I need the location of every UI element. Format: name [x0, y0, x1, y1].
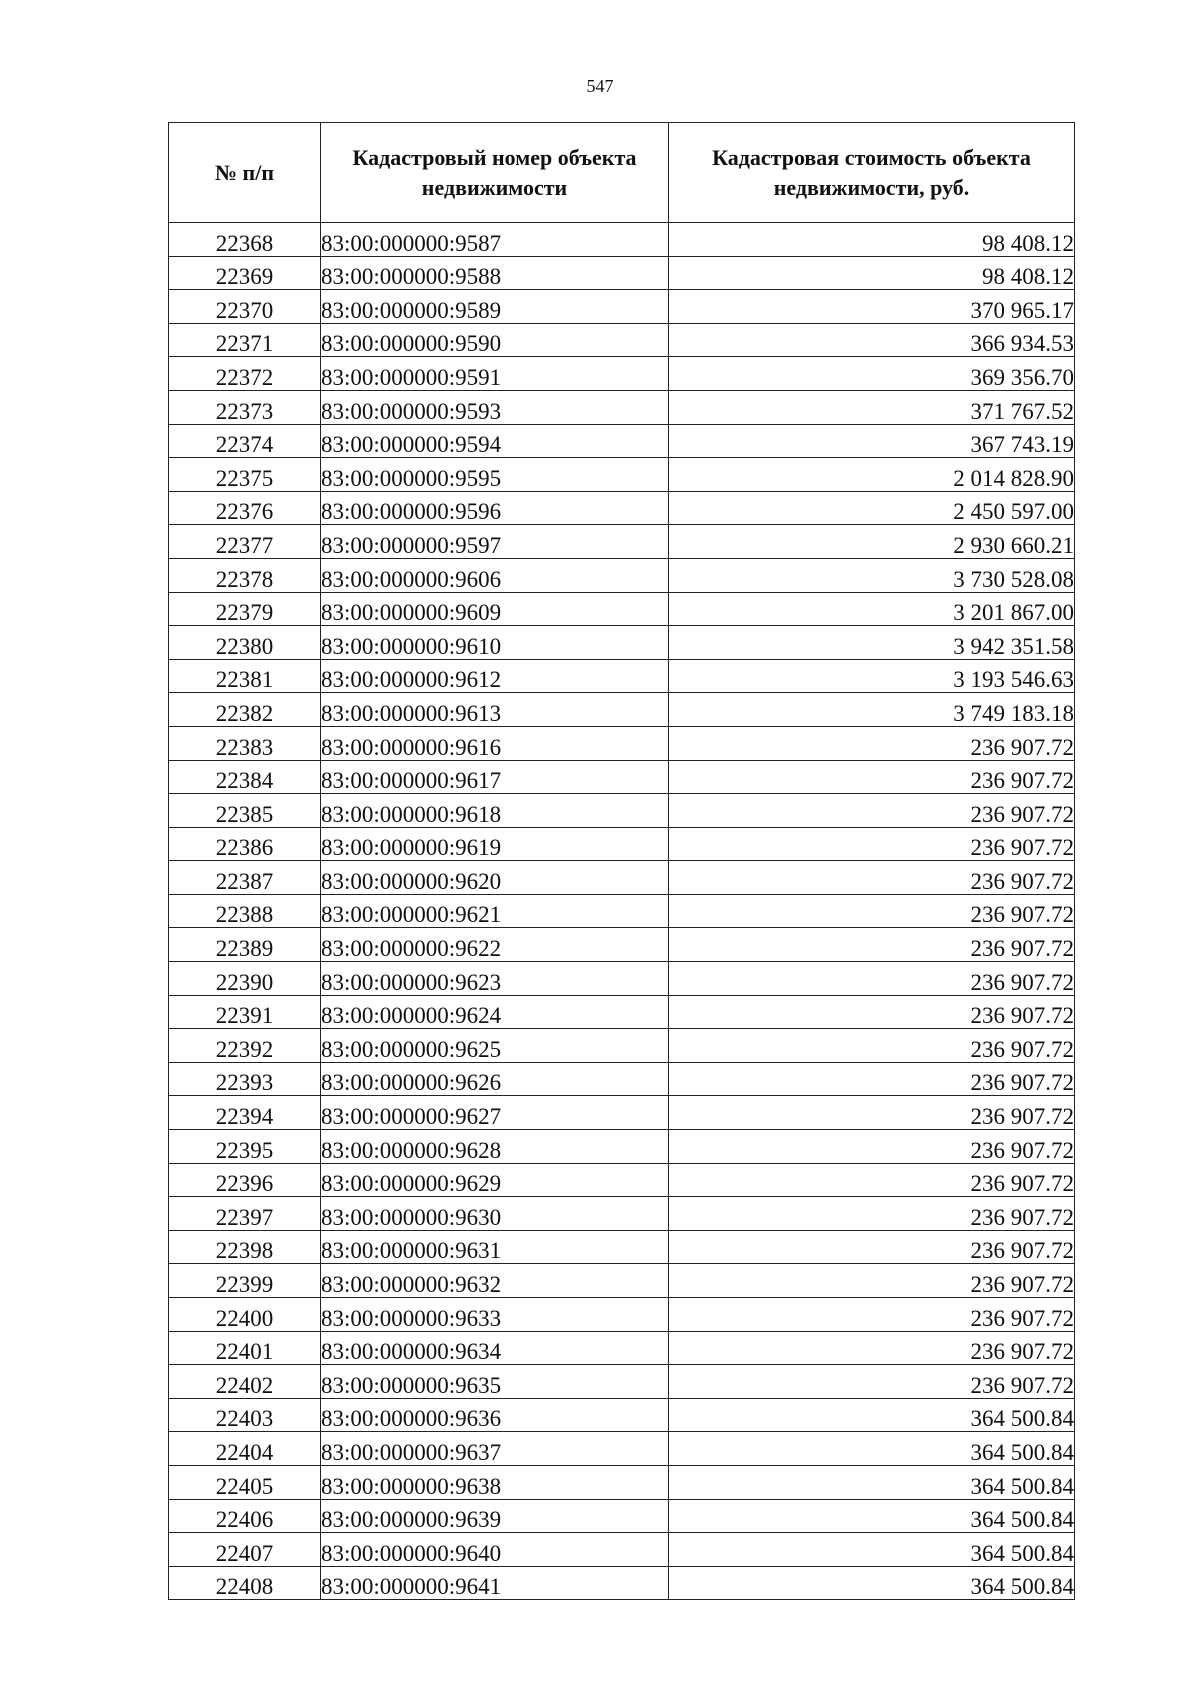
cadastral-value-cell: 364 500.84 — [669, 1499, 1075, 1533]
cadastral-number-cell: 83:00:000000:9631 — [321, 1230, 669, 1264]
row-number-cell: 22370 — [169, 290, 321, 324]
cadastral-value-cell: 236 907.72 — [669, 894, 1075, 928]
table-row — [169, 1264, 1075, 1298]
table-row — [169, 1365, 1075, 1399]
cadastral-value-cell: 98 408.12 — [669, 256, 1075, 290]
row-number-cell: 22391 — [169, 995, 321, 1029]
row-number-cell: 22390 — [169, 962, 321, 996]
table-row — [169, 659, 1075, 693]
cadastral-value-cell: 236 907.72 — [669, 962, 1075, 996]
table-row — [169, 357, 1075, 391]
row-number-cell: 22401 — [169, 1331, 321, 1365]
cadastral-value-cell: 236 907.72 — [669, 1029, 1075, 1063]
cadastral-number-cell: 83:00:000000:9634 — [321, 1331, 669, 1365]
row-number-cell: 22383 — [169, 726, 321, 760]
cadastral-number-cell: 83:00:000000:9597 — [321, 525, 669, 559]
table-row — [169, 626, 1075, 660]
row-number-cell: 22395 — [169, 1130, 321, 1164]
cadastral-value-cell: 3 749 183.18 — [669, 693, 1075, 727]
table-row — [169, 424, 1075, 458]
table-row — [169, 390, 1075, 424]
cadastral-number-cell: 83:00:000000:9620 — [321, 861, 669, 895]
table-row — [169, 1566, 1075, 1600]
table-row — [169, 1029, 1075, 1063]
cadastral-value-cell: 236 907.72 — [669, 794, 1075, 828]
row-number-cell: 22403 — [169, 1398, 321, 1432]
cadastral-number-cell: 83:00:000000:9593 — [321, 390, 669, 424]
cadastral-number-cell: 83:00:000000:9590 — [321, 323, 669, 357]
row-number-cell: 22385 — [169, 794, 321, 828]
row-number-cell: 22368 — [169, 223, 321, 257]
table-row — [169, 794, 1075, 828]
table-header — [169, 123, 1075, 223]
cadastral-number-cell: 83:00:000000:9629 — [321, 1163, 669, 1197]
cadastral-number-cell: 83:00:000000:9633 — [321, 1298, 669, 1332]
row-number-cell: 22387 — [169, 861, 321, 895]
row-number-cell: 22379 — [169, 592, 321, 626]
row-number-cell: 22405 — [169, 1465, 321, 1499]
table-row — [169, 525, 1075, 559]
cadastral-value-cell: 3 193 546.63 — [669, 659, 1075, 693]
table-row — [169, 323, 1075, 357]
cadastral-number-cell: 83:00:000000:9638 — [321, 1465, 669, 1499]
table-row — [169, 1298, 1075, 1332]
row-number-cell: 22376 — [169, 491, 321, 525]
table-row — [169, 1163, 1075, 1197]
row-number-cell: 22384 — [169, 760, 321, 794]
table-row — [169, 1499, 1075, 1533]
table-row — [169, 592, 1075, 626]
cadastral-number-cell: 83:00:000000:9612 — [321, 659, 669, 693]
cadastral-number-cell: 83:00:000000:9628 — [321, 1130, 669, 1164]
row-number-cell: 22408 — [169, 1566, 321, 1600]
table-row — [169, 928, 1075, 962]
cadastral-value-cell: 236 907.72 — [669, 1130, 1075, 1164]
cadastral-value-cell: 236 907.72 — [669, 1163, 1075, 1197]
row-number-cell: 22392 — [169, 1029, 321, 1063]
cadastral-value-cell: 236 907.72 — [669, 1365, 1075, 1399]
table-row — [169, 290, 1075, 324]
row-number-cell: 22406 — [169, 1499, 321, 1533]
cadastral-number-cell: 83:00:000000:9621 — [321, 894, 669, 928]
cadastral-number-cell: 83:00:000000:9610 — [321, 626, 669, 660]
cadastral-value-cell: 366 934.53 — [669, 323, 1075, 357]
cadastral-number-cell: 83:00:000000:9632 — [321, 1264, 669, 1298]
table-row — [169, 1062, 1075, 1096]
table-row — [169, 491, 1075, 525]
row-number-cell: 22374 — [169, 424, 321, 458]
row-number-cell: 22393 — [169, 1062, 321, 1096]
cadastral-number-cell: 83:00:000000:9626 — [321, 1062, 669, 1096]
cadastral-number-cell: 83:00:000000:9625 — [321, 1029, 669, 1063]
table-row — [169, 1432, 1075, 1466]
row-number-cell: 22381 — [169, 659, 321, 693]
table-row — [169, 1197, 1075, 1231]
cadastral-number-cell: 83:00:000000:9594 — [321, 424, 669, 458]
cadastral-value-cell: 3 201 867.00 — [669, 592, 1075, 626]
table-row — [169, 1130, 1075, 1164]
cadastral-value-cell: 364 500.84 — [669, 1398, 1075, 1432]
row-number-cell: 22397 — [169, 1197, 321, 1231]
table-row — [169, 223, 1075, 257]
cadastral-value-cell: 364 500.84 — [669, 1465, 1075, 1499]
table-row — [169, 693, 1075, 727]
row-number-cell: 22378 — [169, 558, 321, 592]
table-row — [169, 1398, 1075, 1432]
cadastral-value-cell: 236 907.72 — [669, 995, 1075, 1029]
row-number-cell: 22388 — [169, 894, 321, 928]
cadastral-value-cell: 236 907.72 — [669, 1197, 1075, 1231]
cadastral-value-cell: 236 907.72 — [669, 1230, 1075, 1264]
table-row — [169, 1533, 1075, 1567]
cadastral-number-cell: 83:00:000000:9609 — [321, 592, 669, 626]
row-number-cell: 22373 — [169, 390, 321, 424]
cadastral-value-cell: 371 767.52 — [669, 390, 1075, 424]
cadastral-number-cell: 83:00:000000:9623 — [321, 962, 669, 996]
table-row — [169, 995, 1075, 1029]
cadastral-value-cell: 367 743.19 — [669, 424, 1075, 458]
row-number-cell: 22399 — [169, 1264, 321, 1298]
cadastral-value-cell: 98 408.12 — [669, 223, 1075, 257]
table-row — [169, 1230, 1075, 1264]
cadastral-value-cell: 369 356.70 — [669, 357, 1075, 391]
cadastral-number-cell: 83:00:000000:9619 — [321, 827, 669, 861]
header-row-number: № п/п — [169, 123, 321, 223]
cadastral-number-cell: 83:00:000000:9588 — [321, 256, 669, 290]
cadastral-value-cell: 236 907.72 — [669, 928, 1075, 962]
table-row — [169, 558, 1075, 592]
row-number-cell: 22389 — [169, 928, 321, 962]
row-number-cell: 22398 — [169, 1230, 321, 1264]
cadastral-value-cell: 236 907.72 — [669, 1096, 1075, 1130]
cadastral-value-cell: 236 907.72 — [669, 726, 1075, 760]
table-row — [169, 962, 1075, 996]
row-number-cell: 22369 — [169, 256, 321, 290]
cadastral-value-cell: 364 500.84 — [669, 1432, 1075, 1466]
cadastral-number-cell: 83:00:000000:9630 — [321, 1197, 669, 1231]
cadastral-value-cell: 236 907.72 — [669, 1298, 1075, 1332]
table-row — [169, 760, 1075, 794]
cadastral-value-cell: 236 907.72 — [669, 1062, 1075, 1096]
cadastral-value-cell: 236 907.72 — [669, 1331, 1075, 1365]
cadastral-value-cell: 236 907.72 — [669, 1264, 1075, 1298]
table-row — [169, 726, 1075, 760]
cadastral-number-cell: 83:00:000000:9618 — [321, 794, 669, 828]
cadastral-number-cell: 83:00:000000:9613 — [321, 693, 669, 727]
table-row — [169, 1465, 1075, 1499]
table-body — [169, 223, 1075, 1600]
cadastral-number-cell: 83:00:000000:9606 — [321, 558, 669, 592]
cadastral-number-cell: 83:00:000000:9595 — [321, 458, 669, 492]
header-row — [169, 123, 1075, 223]
cadastral-value-cell: 236 907.72 — [669, 827, 1075, 861]
cadastral-number-cell: 83:00:000000:9637 — [321, 1432, 669, 1466]
cadastral-value-table — [168, 122, 1075, 1600]
cadastral-value-cell: 236 907.72 — [669, 861, 1075, 895]
table-row — [169, 894, 1075, 928]
cadastral-value-cell: 236 907.72 — [669, 760, 1075, 794]
row-number-cell: 22394 — [169, 1096, 321, 1130]
row-number-cell: 22402 — [169, 1365, 321, 1399]
row-number-cell: 22371 — [169, 323, 321, 357]
cadastral-number-cell: 83:00:000000:9587 — [321, 223, 669, 257]
cadastral-number-cell: 83:00:000000:9641 — [321, 1566, 669, 1600]
cadastral-number-cell: 83:00:000000:9640 — [321, 1533, 669, 1567]
row-number-cell: 22407 — [169, 1533, 321, 1567]
table-row — [169, 827, 1075, 861]
cadastral-value-cell: 3 730 528.08 — [669, 558, 1075, 592]
cadastral-value-cell: 2 014 828.90 — [669, 458, 1075, 492]
table-row — [169, 861, 1075, 895]
header-cadastral-value: Кадастровая стоимость объекта недвижимости, руб. — [669, 123, 1075, 223]
table-row — [169, 256, 1075, 290]
header-cadastral-number: Кадастровый номер объекта недвижимости — [321, 123, 669, 223]
cadastral-number-cell: 83:00:000000:9636 — [321, 1398, 669, 1432]
cadastral-value-cell: 364 500.84 — [669, 1533, 1075, 1567]
cadastral-number-cell: 83:00:000000:9639 — [321, 1499, 669, 1533]
cadastral-number-cell: 83:00:000000:9627 — [321, 1096, 669, 1130]
row-number-cell: 22382 — [169, 693, 321, 727]
page-number: 547 — [586, 76, 614, 96]
cadastral-value-cell: 2 930 660.21 — [669, 525, 1075, 559]
row-number-cell: 22375 — [169, 458, 321, 492]
cadastral-number-cell: 83:00:000000:9596 — [321, 491, 669, 525]
row-number-cell: 22380 — [169, 626, 321, 660]
table-row — [169, 1096, 1075, 1130]
cadastral-number-cell: 83:00:000000:9624 — [321, 995, 669, 1029]
table-row — [169, 458, 1075, 492]
cadastral-value-cell: 370 965.17 — [669, 290, 1075, 324]
cadastral-number-cell: 83:00:000000:9635 — [321, 1365, 669, 1399]
cadastral-number-cell: 83:00:000000:9591 — [321, 357, 669, 391]
table-row — [169, 1331, 1075, 1365]
cadastral-number-cell: 83:00:000000:9622 — [321, 928, 669, 962]
row-number-cell: 22377 — [169, 525, 321, 559]
cadastral-value-cell: 3 942 351.58 — [669, 626, 1075, 660]
row-number-cell: 22400 — [169, 1298, 321, 1332]
row-number-cell: 22372 — [169, 357, 321, 391]
cadastral-value-cell: 364 500.84 — [669, 1566, 1075, 1600]
row-number-cell: 22396 — [169, 1163, 321, 1197]
cadastral-number-cell: 83:00:000000:9589 — [321, 290, 669, 324]
row-number-cell: 22386 — [169, 827, 321, 861]
row-number-cell: 22404 — [169, 1432, 321, 1466]
cadastral-number-cell: 83:00:000000:9617 — [321, 760, 669, 794]
cadastral-value-cell: 2 450 597.00 — [669, 491, 1075, 525]
cadastral-number-cell: 83:00:000000:9616 — [321, 726, 669, 760]
